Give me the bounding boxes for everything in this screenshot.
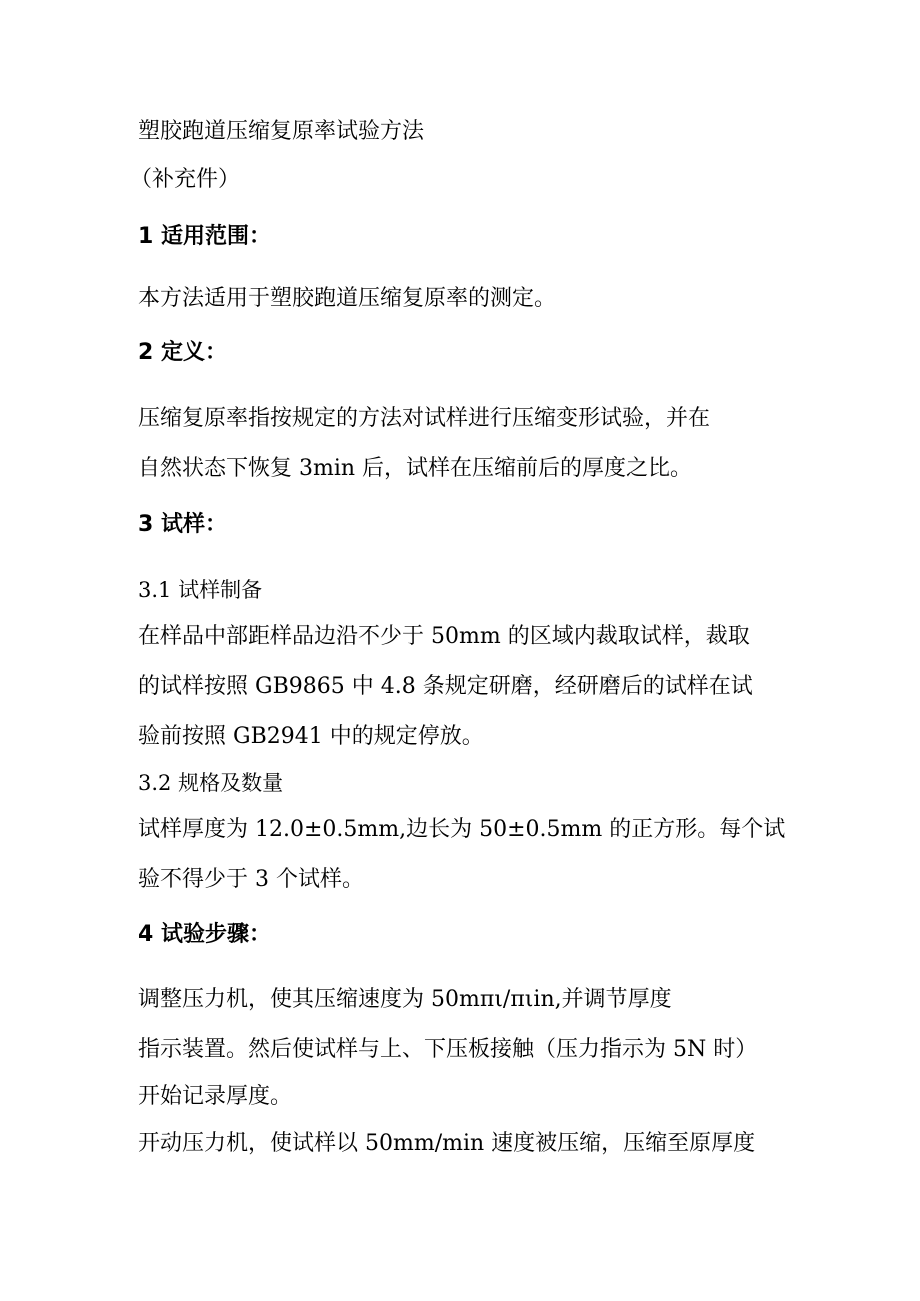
section-heading-procedure: 4 试验步骤： [138, 922, 271, 947]
subsection-heading-preparation: 3.1 试样制备 [138, 578, 263, 602]
section-heading-specimen: 3 试样： [138, 512, 227, 537]
definition-line-1: 压缩复原率指按规定的方法对试样进行压缩变形试验，并在 [138, 406, 711, 431]
size-line-1: 试样厚度为 12.0±0.5mm,边长为 50±0.5mm 的正方形。每个试 [138, 817, 786, 842]
procedure-line-2: 指示装置。然后使试样与上、下压板接触（压力指示为 5N 时） [138, 1037, 758, 1062]
section-heading-definition: 2 定义： [138, 340, 227, 365]
size-line-2: 验不得少于 3 个试样。 [138, 867, 364, 892]
subsection-heading-size: 3.2 规格及数量 [138, 771, 284, 795]
preparation-line-1: 在样品中部距样品边沿不少于 50mm 的区域内裁取试样，裁取 [138, 624, 750, 649]
document-title: 塑胶跑道压缩复原率试验方法 [138, 119, 425, 144]
document-subtitle: （补充件） [130, 167, 241, 192]
procedure-line-3: 开始记录厚度。 [138, 1084, 293, 1109]
preparation-line-2: 的试样按照 GB9865 中 4.8 条规定研磨，经研磨后的试样在试 [138, 674, 753, 699]
procedure-line-4: 开动压力机，使试样以 50mm/min 速度被压缩，压缩至原厚度 [138, 1131, 756, 1156]
procedure-line-1: 调整压力机，使其压缩速度为 50mπι/πιin,并调节厚度 [138, 987, 672, 1012]
scope-body: 本方法适用于塑胶跑道压缩复原率的测定。 [138, 286, 557, 311]
preparation-line-3: 验前按照 GB2941 中的规定停放。 [138, 724, 484, 749]
definition-line-2: 自然状态下恢复 3min 后，试样在压缩前后的厚度之比。 [138, 456, 693, 481]
section-heading-scope: 1 适用范围： [138, 224, 271, 249]
